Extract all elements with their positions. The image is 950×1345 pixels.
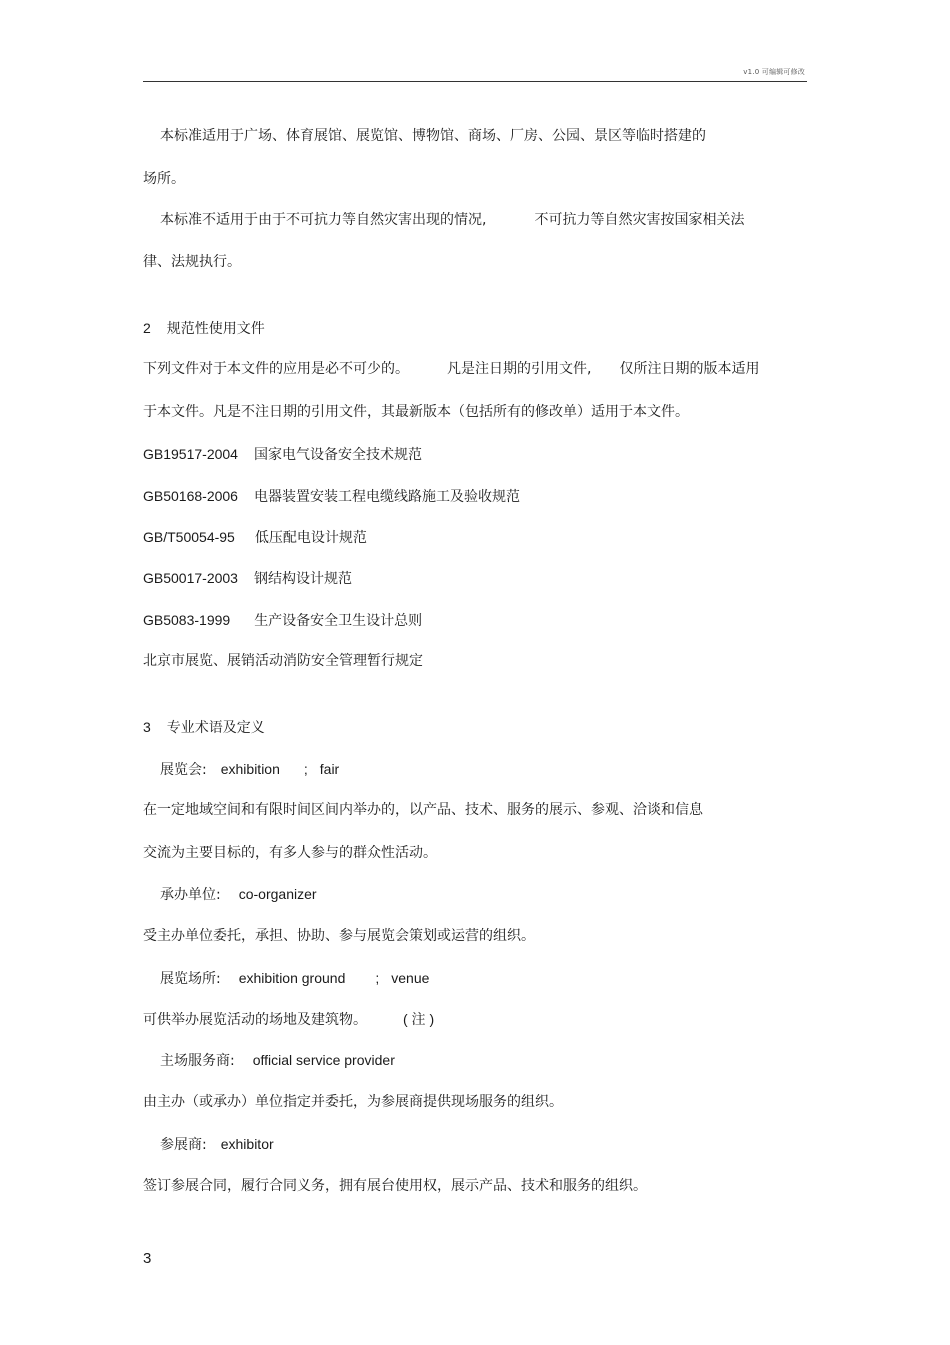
term-label: 展览场所:	[160, 971, 221, 987]
section-2-intro-c: 仅所注日期的版本适用	[619, 361, 760, 377]
reference-code: GB50168-2006	[143, 488, 238, 504]
reference-title: 国家电气设备安全技术规范	[253, 447, 422, 463]
section-2-intro-b: 凡是注日期的引用文件,	[447, 361, 592, 377]
reference-code: GB5083-1999	[143, 612, 231, 628]
reference-item	[143, 611, 422, 630]
section-3-number: 3	[143, 719, 151, 735]
paragraph-1-line-1: 本标准适用于广场、体育展馆、展览馆、博物馆、商场、厂房、公园、景区等临时搭建的	[160, 128, 706, 144]
header-version: v1.0 可编辑可修改	[743, 68, 805, 76]
reference-code: GB50017-2003	[143, 570, 238, 586]
reference-code: GB19517-2004	[143, 446, 238, 462]
term-definition: 签订参展合同，履行合同义务，拥有展台使用权，展示产品、技术和服务的组织。	[143, 1178, 647, 1194]
term-heading	[160, 760, 339, 779]
term-definition-cont: 交流为主要目标的，有多人参与的群众性活动。	[143, 845, 437, 861]
page-number: 3	[143, 1250, 152, 1267]
section-2-intro-line-1	[143, 360, 759, 378]
term-definition: 在一定地域空间和有限时间区间内举办的，以产品、技术、服务的展示、参观、洽谈和信息	[143, 802, 703, 818]
paragraph-1-line-2: 场所。	[143, 171, 185, 187]
term-english: co-organizer	[238, 886, 317, 902]
term-label: 承办单位:	[160, 887, 221, 903]
term-definition-text: 可供举办展览活动的场地及建筑物。	[143, 1012, 367, 1028]
paragraph-2-part-a: 本标准不适用于由于不可抗力等自然灾害出现的情况,	[160, 212, 487, 228]
term-separator: ;	[303, 761, 308, 777]
reference-title: 低压配电设计规范	[254, 530, 367, 546]
reference-item	[143, 569, 352, 588]
section-2-heading	[143, 319, 265, 338]
term-label: 展览会:	[160, 762, 207, 778]
reference-title: 生产设备安全卫生设计总则	[254, 613, 423, 629]
reference-item	[143, 487, 520, 506]
term-separator: ;	[375, 970, 380, 986]
reference-code: GB/T50054-95	[143, 529, 235, 545]
reference-title: 电器装置安装工程电缆线路施工及验收规范	[253, 489, 520, 505]
term-heading	[160, 1135, 274, 1154]
term-english: exhibitor	[220, 1136, 274, 1152]
section-2-intro-a: 下列文件对于本文件的应用是必不可少的。	[143, 361, 409, 377]
section-2-intro-line-2: 于本文件。凡是不注日期的引用文件，其最新版本（包括所有的修改单）适用于本文件。	[143, 404, 689, 420]
term-english-alt: fair	[319, 761, 340, 777]
term-heading	[160, 1051, 395, 1070]
term-definition	[143, 1010, 434, 1029]
header-divider	[143, 81, 807, 82]
term-english-alt: venue	[391, 970, 430, 986]
term-label: 参展商:	[160, 1137, 207, 1153]
reference-title: 钢结构设计规范	[253, 571, 352, 587]
section-2-title: 规范性使用文件	[166, 321, 265, 337]
reference-item	[143, 445, 422, 464]
reference-item-last: 北京市展览、展销活动消防安全管理暂行规定	[143, 653, 423, 669]
section-3-title: 专业术语及定义	[166, 720, 265, 736]
paragraph-2-line-1	[160, 211, 744, 229]
reference-item	[143, 528, 367, 547]
term-heading	[160, 969, 429, 988]
term-english: exhibition ground	[238, 970, 346, 986]
term-label: 主场服务商:	[160, 1053, 235, 1069]
term-definition: 由主办（或承办）单位指定并委托，为参展商提供现场服务的组织。	[143, 1094, 563, 1110]
term-note: ( 注 )	[403, 1011, 435, 1027]
term-heading	[160, 885, 317, 904]
term-definition: 受主办单位委托，承担、协助、参与展览会策划或运营的组织。	[143, 928, 535, 944]
term-english: exhibition	[220, 761, 280, 777]
paragraph-2-part-b: 不可抗力等自然灾害按国家相关法	[534, 212, 745, 228]
paragraph-2-line-2: 律、法规执行。	[143, 254, 241, 270]
term-english: official service provider	[252, 1052, 395, 1068]
section-2-number: 2	[143, 320, 151, 336]
section-3-heading	[143, 718, 265, 737]
